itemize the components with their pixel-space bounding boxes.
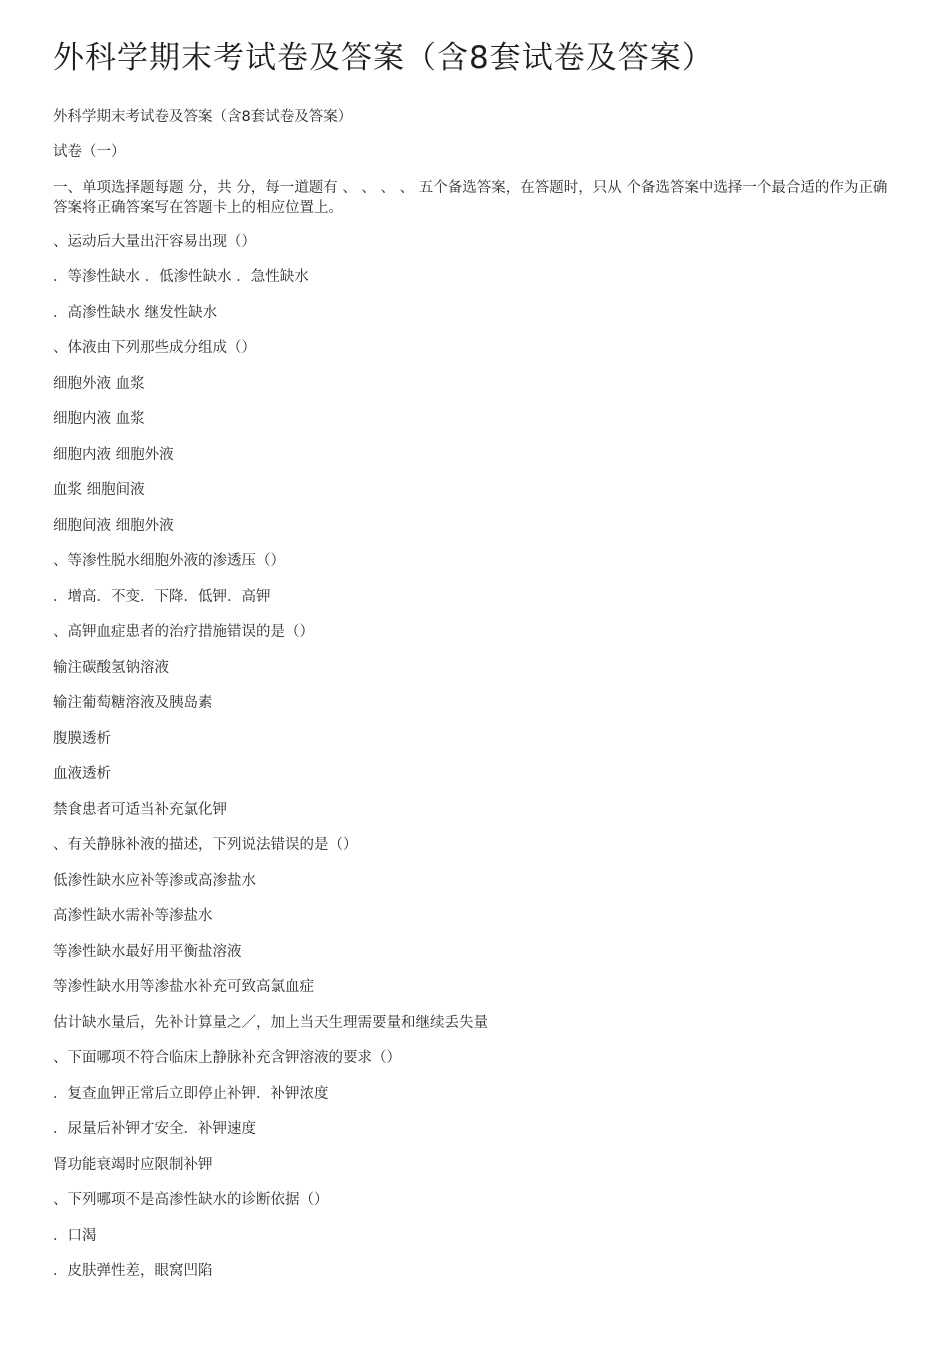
option-line: 细胞内液 细胞外液 bbox=[53, 447, 174, 463]
option-line: 等渗性缺水用等渗盐水补充可致高氯血症 bbox=[53, 979, 314, 995]
question-3: 、等渗性脱水细胞外液的渗透压（） bbox=[53, 553, 285, 569]
option-line: 输注碳酸氢钠溶液 bbox=[53, 660, 169, 676]
question-4: 、高钾血症患者的治疗措施错误的是（） bbox=[53, 624, 314, 640]
question-6: 、下面哪项不符合临床上静脉补充含钾溶液的要求（） bbox=[53, 1050, 401, 1066]
option-line: 细胞内液 血浆 bbox=[53, 411, 145, 427]
option-line: 细胞外液 血浆 bbox=[53, 376, 145, 392]
option-line: 肾功能衰竭时应限制补钾 bbox=[53, 1157, 213, 1173]
option-line: ．高渗性缺水 继发性缺水 bbox=[53, 305, 218, 321]
option-line: 低渗性缺水应补等渗或高渗盐水 bbox=[53, 873, 256, 889]
option-line: 高渗性缺水需补等渗盐水 bbox=[53, 908, 213, 924]
option-line: 等渗性缺水最好用平衡盐溶液 bbox=[53, 944, 242, 960]
option-line: 输注葡萄糖溶液及胰岛素 bbox=[53, 695, 213, 711]
option-line: ．口渴 bbox=[53, 1228, 97, 1244]
option-line: ．复查血钾正常后立即停止补钾．补钾浓度 bbox=[53, 1086, 329, 1102]
paper-label: 试卷（一） bbox=[53, 144, 126, 160]
option-line: 估计缺水量后，先补计算量之／，加上当天生理需要量和继续丢失量 bbox=[53, 1015, 488, 1031]
option-line: 细胞间液 细胞外液 bbox=[53, 518, 174, 534]
question-5: 、有关静脉补液的描述，下列说法错误的是（） bbox=[53, 837, 358, 853]
question-1: 、运动后大量出汗容易出现（） bbox=[53, 234, 256, 250]
option-line: ．增高．不变．下降．低钾．高钾 bbox=[53, 589, 271, 605]
option-line: ．尿量后补钾才安全．补钾速度 bbox=[53, 1121, 256, 1137]
option-line: 血液透析 bbox=[53, 766, 111, 782]
question-7: 、下列哪项不是高渗性缺水的诊断依据（） bbox=[53, 1192, 329, 1208]
option-line: 腹膜透析 bbox=[53, 731, 111, 747]
option-line: ．等渗性缺水 ．低渗性缺水 ．急性缺水 bbox=[53, 269, 309, 285]
section-instructions: 一、单项选择题每题 分，共 分，每一道题有 、 、 、 、 五个备选答案，在答题时，只从 个备选答案中选择一个最合适的作为正确答案将正确答案写在答题卡上的相应位置上。 bbox=[53, 180, 888, 216]
document-subtitle: 外科学期末考试卷及答案（含8套试卷及答案） bbox=[53, 109, 353, 125]
option-line: 血浆 细胞间液 bbox=[53, 482, 145, 498]
question-2: 、体液由下列那些成分组成（） bbox=[53, 340, 256, 356]
option-line: 禁食患者可适当补充氯化钾 bbox=[53, 802, 227, 818]
option-line: ．皮肤弹性差，眼窝凹陷 bbox=[53, 1263, 213, 1279]
document-title: 外科学期末考试卷及答案（含8套试卷及答案） bbox=[53, 40, 714, 76]
